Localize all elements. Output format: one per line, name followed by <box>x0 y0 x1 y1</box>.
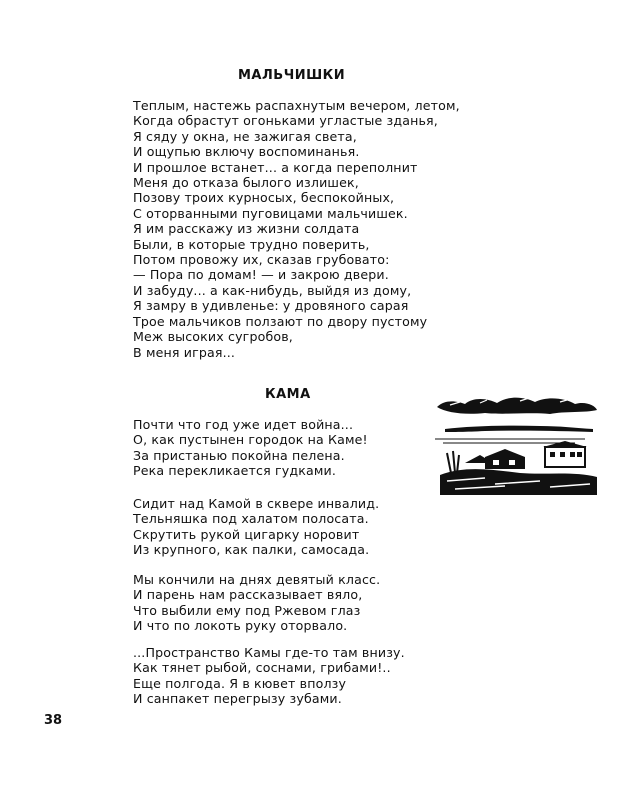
poem-line: Трое мальчиков ползают по двору пустому <box>133 313 428 329</box>
poem-line: Почти что год уже идет война... <box>133 417 354 432</box>
page-number: 38 <box>44 713 63 728</box>
poem-line: И забуду... а как-нибудь, выйдя из дому, <box>133 282 412 298</box>
poem-line: Позову троих курносых, беспокойных, <box>133 190 395 206</box>
poem-line: Река перекликается гудками. <box>133 463 336 479</box>
poem-line: — Пора по домам! — и закрою двери. <box>133 267 389 283</box>
poem-line: Скрутить рукой цигарку норовит <box>133 526 360 542</box>
poem-line: Были, в которые трудно поверить, <box>133 236 370 252</box>
river-landscape-illustration-icon <box>425 385 600 503</box>
poem-line: Что выбили ему под Ржевом глаз <box>133 602 361 618</box>
poem-line: Я им расскажу из жизни солдата <box>133 221 360 237</box>
poem-kama-stanza-3 <box>133 572 380 634</box>
poem-line: Тельняшка под халатом полосата. <box>133 511 369 527</box>
poem-line: Я сяду у окна, не зажигая света, <box>133 128 357 144</box>
poem-line: В меня играя... <box>133 344 236 360</box>
poem-line: Еще полгода. Я в кювет вползу <box>133 675 347 691</box>
poem-line: С оторванными пуговицами мальчишек. <box>133 205 408 221</box>
poem-line: И что по локоть руку оторвало. <box>133 618 348 634</box>
poem-line: И ощупью включу воспоминанья. <box>133 144 360 160</box>
poem-title-malchishki: МАЛЬЧИШКИ <box>238 68 346 83</box>
poem-kama-stanza-4 <box>133 645 405 707</box>
poem-line: Сидит над Камой в сквере инвалид. <box>133 496 380 511</box>
poem-line: Меня до отказа былого излишек, <box>133 175 359 191</box>
poem-line: Когда обрастут огоньками угластые зданья, <box>133 113 438 129</box>
poem-line: И санпакет перегрызу зубами. <box>133 691 342 707</box>
poem-line: Мы кончили на днях девятый класс. <box>133 572 381 587</box>
poem-line: Потом провожу их, сказав грубовато: <box>133 252 390 268</box>
poem-line: За пристанью покойна пелена. <box>133 447 345 463</box>
poem-line: ...Пространство Камы где-то там внизу. <box>133 645 405 660</box>
poem-line: И прошлое встанет... а когда переполнит <box>133 159 418 175</box>
poem-line: Как тянет рыбой, соснами, грибами!.. <box>133 660 391 676</box>
poem-line: Я замру в удивленье: у дровяного сарая <box>133 298 409 314</box>
poem-kama-stanza-1 <box>133 417 368 479</box>
poem-line: О, как пустынен городок на Каме! <box>133 432 368 448</box>
poem-line: Из крупного, как палки, самосада. <box>133 542 370 558</box>
poem-line: Теплым, настежь распахнутым вечером, летом, <box>133 98 460 113</box>
poem-title-kama: КАМА <box>265 387 311 402</box>
poem-malchishki-stanza <box>133 98 460 360</box>
poem-line: Меж высоких сугробов, <box>133 329 293 345</box>
poem-kama-stanza-2 <box>133 496 379 558</box>
poem-line: И парень нам рассказывает вяло, <box>133 587 363 603</box>
